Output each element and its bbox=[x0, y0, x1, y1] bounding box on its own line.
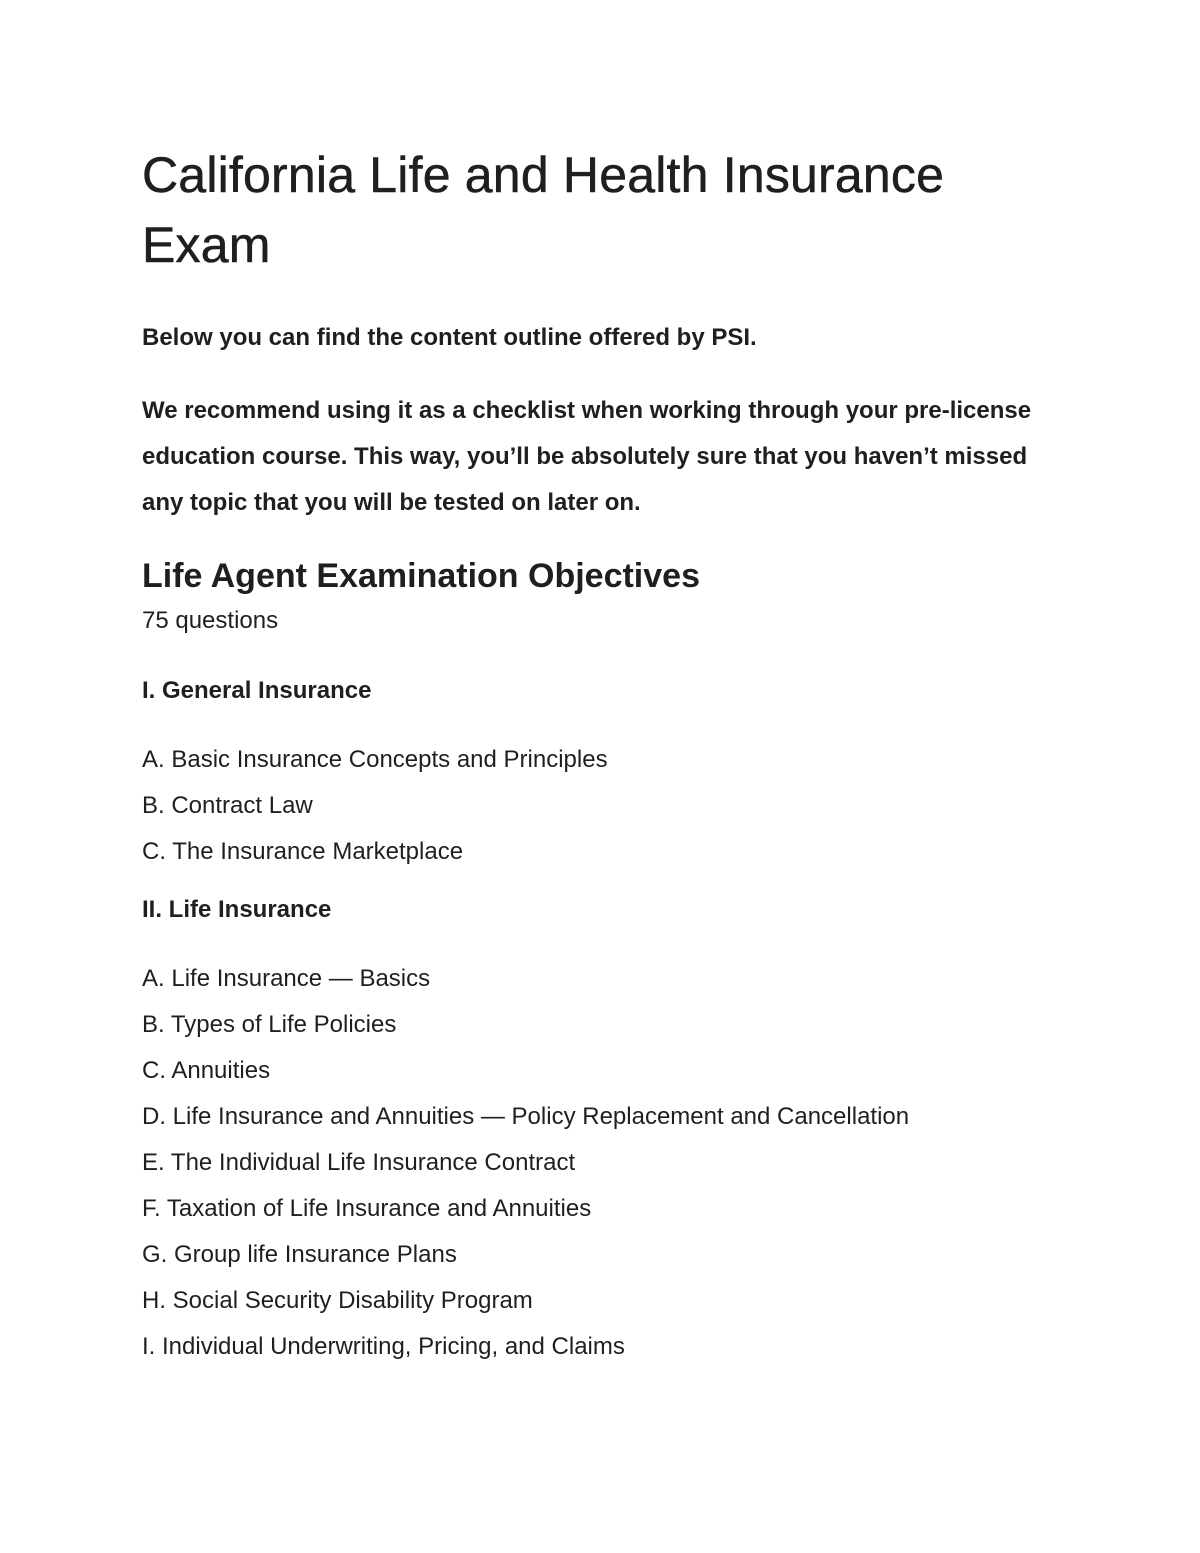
page-title: California Life and Health Insurance Exam bbox=[142, 147, 945, 273]
list-item: E. The Individual Life Insurance Contract bbox=[142, 1149, 576, 1176]
intro-paragraph: Below you can find the content outline offered by PSI. bbox=[142, 324, 757, 351]
topic-list-life-insurance bbox=[142, 962, 1042, 1364]
list-item: B. Types of Life Policies bbox=[142, 1011, 397, 1038]
list-item: I. Individual Underwriting, Pricing, and Claims bbox=[142, 1333, 625, 1360]
recommendation-paragraph: We recommend using it as a checklist when working through your pre-license education course. This way, you’ll be absolutely sure that you haven’t missed any topic that you will be tested on later on. bbox=[142, 397, 1032, 516]
list-item: D. Life Insurance and Annuities — Policy Replacement and Cancellation bbox=[142, 1103, 910, 1130]
list-item: A. Life Insurance — Basics bbox=[142, 965, 431, 992]
list-item: A. Basic Insurance Concepts and Principles bbox=[142, 746, 608, 773]
topic-list-general-insurance bbox=[142, 743, 1042, 869]
list-item: H. Social Security Disability Program bbox=[142, 1287, 533, 1314]
section-title: Life Agent Examination Objectives bbox=[142, 557, 700, 595]
list-item: B. Contract Law bbox=[142, 792, 313, 819]
question-count: 75 questions bbox=[142, 607, 279, 634]
document-page bbox=[142, 140, 1042, 1376]
list-item: C. The Insurance Marketplace bbox=[142, 838, 464, 865]
list-item: C. Annuities bbox=[142, 1057, 271, 1084]
list-item: F. Taxation of Life Insurance and Annuities bbox=[142, 1195, 592, 1222]
list-item: G. Group life Insurance Plans bbox=[142, 1241, 457, 1268]
part-title-life-insurance: II. Life Insurance bbox=[142, 896, 332, 923]
part-title-general-insurance: I. General Insurance bbox=[142, 677, 372, 704]
